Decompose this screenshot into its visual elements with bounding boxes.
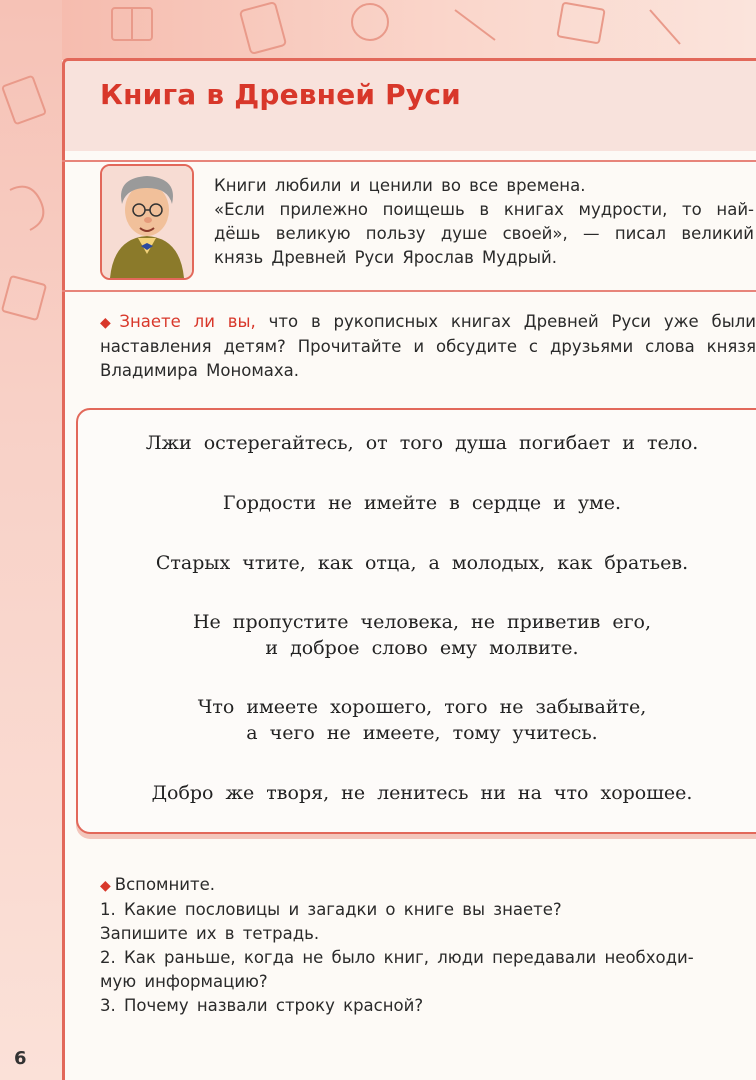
divider-intro <box>62 290 756 292</box>
quote-item <box>76 780 756 806</box>
intro-line: князь Древней Руси Ярослав Мудрый. <box>214 248 557 267</box>
question-lead: Знаете ли вы, <box>119 312 256 331</box>
left-decorative-strip <box>0 0 62 1080</box>
quote-line: Что имеете хорошего, того не забывайте, <box>197 696 647 718</box>
intro-paragraph <box>214 174 754 270</box>
quote-line: Старых чтите, как отца, а молодых, как братьев. <box>155 552 689 574</box>
divider-top <box>62 160 756 162</box>
remember-line: 1. Какие пословицы и загадки о книге вы знаете? <box>100 900 562 919</box>
quote-line: и доброе слово ему молвите. <box>265 637 579 659</box>
remember-line: мую информацию? <box>100 972 268 991</box>
remember-section <box>100 873 756 1018</box>
quote-line: Лжи остерегайтесь, от того душа погибает и тело. <box>145 432 699 454</box>
intro-line: дёшь великую пользу душе своей», — писал великий <box>214 224 754 243</box>
diamond-bullet-icon: ◆ <box>100 878 111 894</box>
scroll-doodles-icon <box>0 60 62 460</box>
book-doodles-icon <box>0 0 756 60</box>
intro-line: Книги любили и ценили во все времена. <box>214 176 586 195</box>
quote-item <box>76 609 756 661</box>
quote-line: Добро же творя, не ленитесь ни на что хорошее. <box>151 782 693 804</box>
top-decorative-strip <box>0 0 756 60</box>
quote-line: Не пропустите человека, не приветив его, <box>192 611 652 633</box>
remember-line: 2. Как раньше, когда не было книг, люди передавали необходи- <box>100 948 694 967</box>
quote-line: а чего не имеете, тому учитесь. <box>246 722 598 744</box>
quote-item <box>76 430 756 456</box>
intro-line: «Если прилежно поищешь в книгах мудрости, то най- <box>214 200 754 219</box>
diamond-bullet-icon: ◆ <box>100 315 116 331</box>
remember-line: 3. Почему назвали строку красной? <box>100 996 424 1015</box>
content-left-border <box>62 148 65 1080</box>
remember-line: Запишите их в тетрадь. <box>100 924 320 943</box>
page-number: 6 <box>14 1048 27 1069</box>
quote-item <box>76 490 756 516</box>
question-text: что в рукописных книгах Древней Руси уже были наставления детям? Прочитайте и обсудите с друзьями слова князя Владимира Мономаха. <box>100 312 756 380</box>
teacher-portrait <box>100 164 194 280</box>
quote-line: Гордости не имейте в сердце и уме. <box>222 492 622 514</box>
question-paragraph <box>100 310 756 383</box>
quote-item <box>76 694 756 746</box>
remember-heading: Вспомните. <box>114 875 216 894</box>
quote-item <box>76 550 756 576</box>
page-title: Книга в Древней Руси <box>100 78 461 111</box>
